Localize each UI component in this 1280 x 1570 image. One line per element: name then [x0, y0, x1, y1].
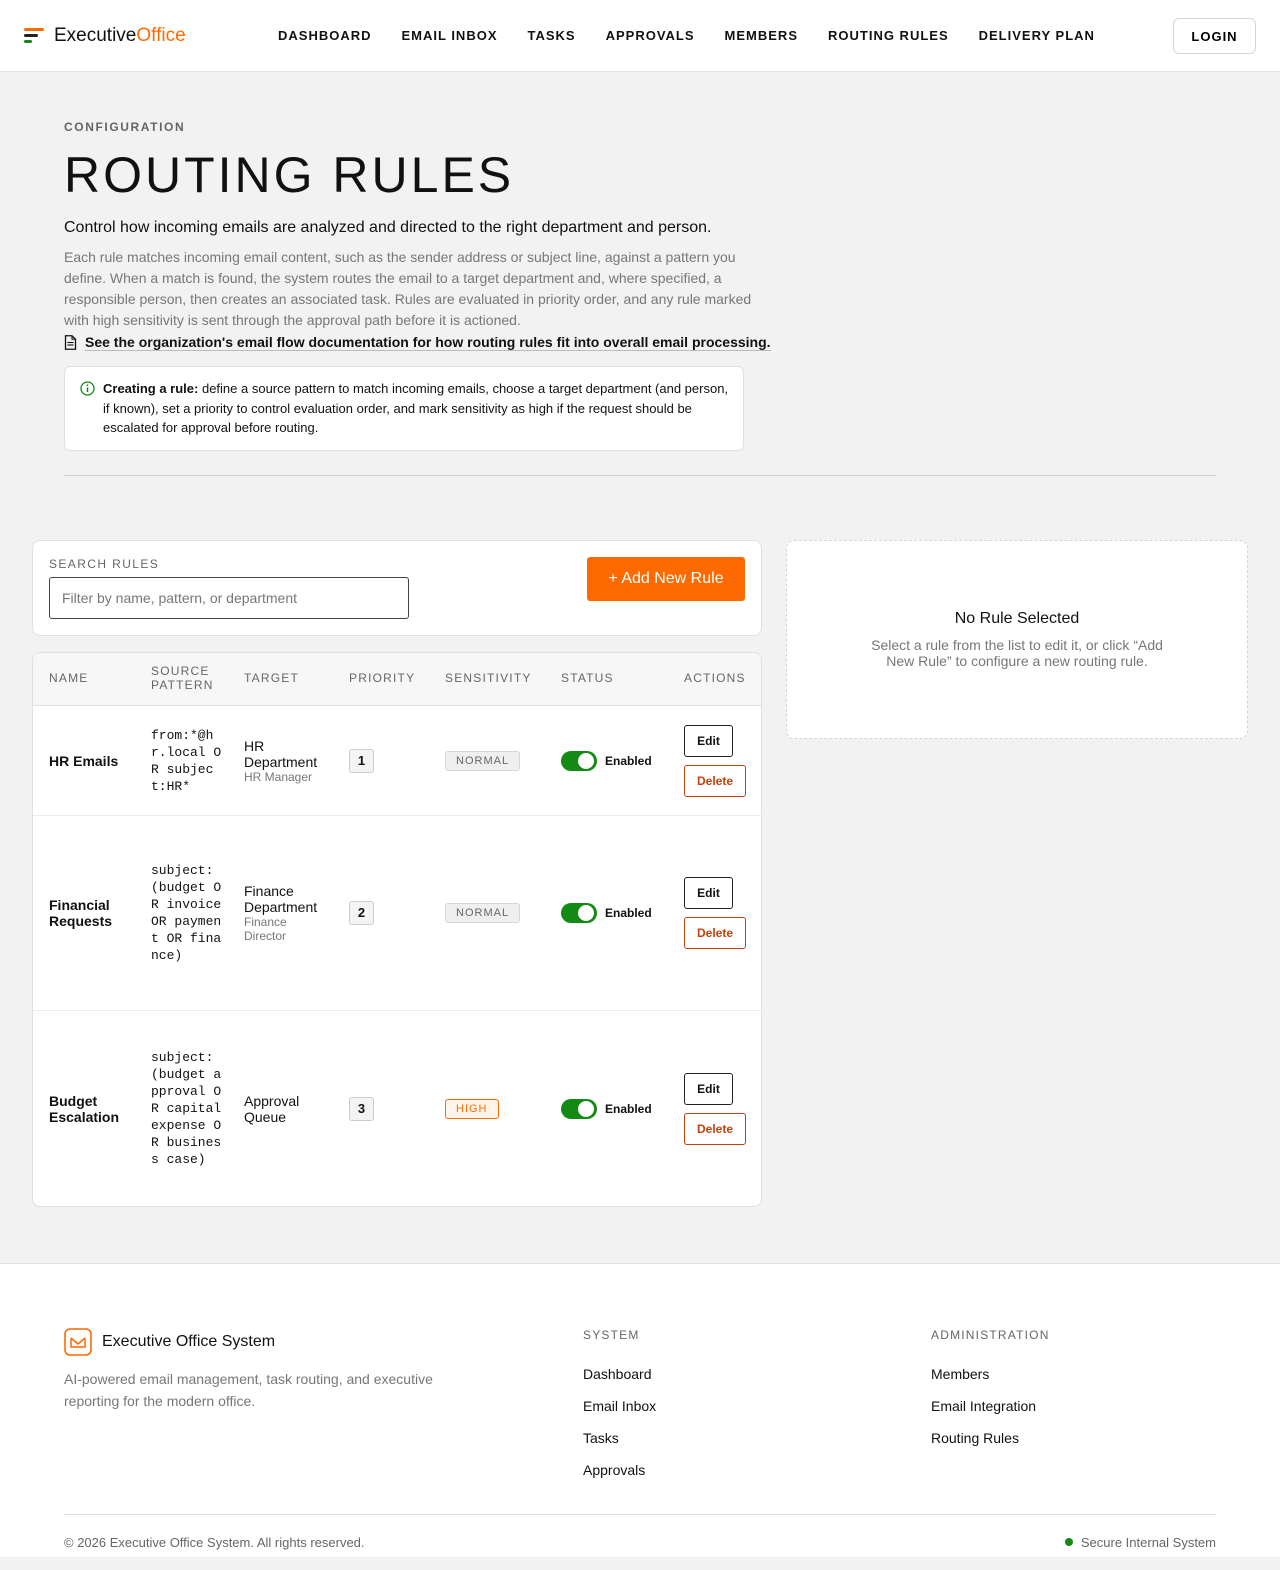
footer-brand-block	[64, 1328, 444, 1514]
delete-rule-button[interactable]: Delete	[684, 917, 746, 949]
secure-label: Secure Internal System	[1080, 1534, 1216, 1550]
rule-priority-cell	[333, 1011, 429, 1206]
sensitivity-badge: HIGH	[445, 1099, 499, 1119]
info-callout-text: define a source pattern to match incoming emails, choose a target department (and person, if known), set a priority to control evaluation order, and mark sensitivity as high if the request should be escalated for approval before routing.	[103, 381, 729, 436]
rule-priority-cell	[333, 706, 429, 816]
top-navigation-bar	[0, 0, 1280, 72]
target-person: HR Manager	[244, 769, 313, 784]
mail-logo-icon	[64, 1328, 92, 1356]
target-person: Finance Director	[244, 915, 287, 944]
footer-link-email-inbox[interactable]: Email Inbox	[583, 1397, 657, 1414]
target-department: Finance Department	[244, 883, 318, 916]
column-header-name[interactable]: NAME	[33, 653, 135, 706]
edit-rule-button[interactable]: Edit	[684, 1073, 733, 1105]
empty-state-title: No Rule Selected	[954, 609, 1080, 627]
rule-target	[228, 706, 333, 816]
rules-workspace	[0, 476, 1280, 1207]
status-label: Enabled	[605, 906, 652, 921]
rule-pattern: from:*@hr.local OR subject:HR*	[135, 706, 228, 816]
nav-approvals[interactable]: APPROVALS	[605, 28, 695, 43]
search-input[interactable]	[49, 577, 409, 619]
search-label: SEARCH RULES	[49, 556, 160, 571]
login-button[interactable]: LOGIN	[1173, 18, 1256, 54]
column-header-target[interactable]: TARGET	[228, 653, 333, 706]
rules-list-panel	[32, 540, 762, 1207]
brand-logo[interactable]	[24, 25, 186, 47]
nav-email-inbox[interactable]: EMAIL INBOX	[401, 28, 498, 43]
nav-delivery-plan[interactable]: DELIVERY PLAN	[978, 28, 1095, 43]
empty-state-text: Select a rule from the list to edit it, or click “Add New Rule” to configure a new routing rule.	[871, 636, 1163, 669]
nav-routing-rules[interactable]: ROUTING RULES	[828, 28, 949, 43]
delete-rule-button[interactable]: Delete	[684, 1113, 746, 1145]
footer-system-heading: SYSTEM	[583, 1327, 640, 1342]
nav-members[interactable]: MEMBERS	[724, 28, 798, 43]
table-row[interactable]	[33, 816, 762, 1011]
footer-bottom-bar	[64, 1514, 1216, 1570]
footer-link-approvals[interactable]: Approvals	[583, 1461, 646, 1478]
edit-rule-button[interactable]: Edit	[684, 725, 733, 757]
add-new-rule-button[interactable]: + Add New Rule	[587, 557, 745, 601]
target-department: HR Department	[244, 737, 318, 770]
footer-admin-links	[931, 1328, 1050, 1446]
search-card	[32, 540, 762, 636]
rule-sensitivity-cell	[429, 706, 545, 816]
status-label: Enabled	[605, 753, 652, 768]
page-eyebrow: CONFIGURATION	[64, 120, 186, 134]
rule-pattern: subject:(budget approval OR capital expense OR business case)	[151, 1050, 222, 1168]
priority-badge: 2	[349, 901, 374, 925]
copyright: © 2026 Executive Office System. All rights reserved.	[64, 1534, 365, 1550]
page-intro	[0, 72, 1280, 476]
secure-indicator	[1065, 1535, 1216, 1550]
rules-table	[33, 653, 762, 1206]
column-header-status[interactable]: STATUS	[545, 653, 668, 706]
rule-status-cell	[545, 816, 668, 1011]
rule-sensitivity-cell	[429, 1011, 545, 1206]
info-callout	[64, 366, 744, 451]
status-dot-icon	[1065, 1538, 1073, 1546]
main-nav	[278, 28, 1095, 43]
document-icon	[64, 335, 77, 350]
rule-target	[228, 1011, 333, 1206]
rules-table-card	[32, 652, 762, 1207]
footer-link-dashboard[interactable]: Dashboard	[583, 1365, 652, 1382]
target-department: Approval Queue	[244, 1092, 300, 1125]
footer-brand-name: Executive Office System	[102, 1332, 276, 1350]
brand-bars-icon	[24, 28, 44, 44]
rule-sensitivity-cell	[429, 816, 545, 1011]
documentation-link[interactable]	[64, 334, 1216, 351]
page-description: Each rule matches incoming email content, such as the sender address or subject line, against a pattern you define. When a match is found, the system routes the email to a target department and, where specified, a responsible person, then creates an associated task. Rules are evaluated in priority order, and any rule marked with high sensitivity is sent through the approval path before it is actioned.	[64, 249, 752, 328]
page-lead: Control how incoming emails are analyzed and directed to the right department and person.	[64, 219, 712, 236]
nav-tasks[interactable]: TASKS	[527, 28, 576, 43]
status-toggle[interactable]	[561, 751, 597, 771]
status-toggle[interactable]	[561, 903, 597, 923]
column-header-priority[interactable]: PRIORITY	[333, 653, 429, 706]
footer-link-members[interactable]: Members	[931, 1365, 990, 1382]
status-label: Enabled	[605, 1101, 652, 1116]
empty-state	[786, 540, 1248, 739]
rule-detail-panel	[786, 540, 1248, 1207]
footer-link-tasks[interactable]: Tasks	[583, 1429, 619, 1446]
sensitivity-badge: NORMAL	[445, 903, 520, 923]
footer-link-email-integration[interactable]: Email Integration	[931, 1397, 1037, 1414]
edit-rule-button[interactable]: Edit	[684, 877, 733, 909]
footer-system-links	[583, 1328, 656, 1478]
rule-status-cell	[545, 1011, 668, 1206]
footer-admin-heading: ADMINISTRATION	[931, 1327, 1050, 1342]
brand-name: ExecutiveOffice	[54, 24, 186, 46]
nav-dashboard[interactable]: DASHBOARD	[278, 28, 372, 43]
info-callout-heading: Creating a rule:	[103, 381, 199, 396]
table-row[interactable]	[33, 706, 762, 816]
rule-priority-cell	[333, 816, 429, 1011]
rule-status-cell	[545, 706, 668, 816]
footer-link-routing-rules[interactable]: Routing Rules	[931, 1429, 1019, 1446]
table-row[interactable]	[33, 1011, 762, 1206]
footer-tagline: AI-powered email management, task routing, and executive reporting for the modern office.	[64, 1370, 433, 1409]
rule-name: Budget Escalation	[49, 1092, 120, 1125]
priority-badge: 1	[349, 749, 374, 773]
footer-brand	[64, 1328, 444, 1356]
rule-name: Financial Requests	[33, 816, 135, 1011]
rule-actions-cell	[668, 706, 762, 816]
footer	[0, 1263, 1280, 1557]
documentation-link-text: See the organization's email flow documentation for how routing rules fit into overall email processing.	[85, 334, 771, 350]
rule-target	[228, 816, 333, 1011]
page-title: ROUTING RULES	[64, 147, 515, 203]
table-header-row	[33, 653, 762, 706]
column-header-sensitivity[interactable]: SENSITIVITY	[429, 653, 545, 706]
sensitivity-badge: NORMAL	[445, 751, 520, 771]
info-icon	[80, 381, 95, 396]
rule-name: HR Emails	[33, 706, 135, 816]
rule-pattern: subject:(budget OR invoice OR payment OR finance)	[135, 816, 228, 1011]
column-header-pattern[interactable]: SOURCE PATTERN	[135, 653, 228, 706]
delete-rule-button[interactable]: Delete	[684, 765, 746, 797]
status-toggle[interactable]	[561, 1099, 597, 1119]
rule-actions-cell	[668, 1011, 762, 1206]
column-header-actions: ACTIONS	[668, 653, 762, 706]
priority-badge: 3	[349, 1097, 374, 1121]
rule-actions-cell	[668, 816, 762, 1011]
